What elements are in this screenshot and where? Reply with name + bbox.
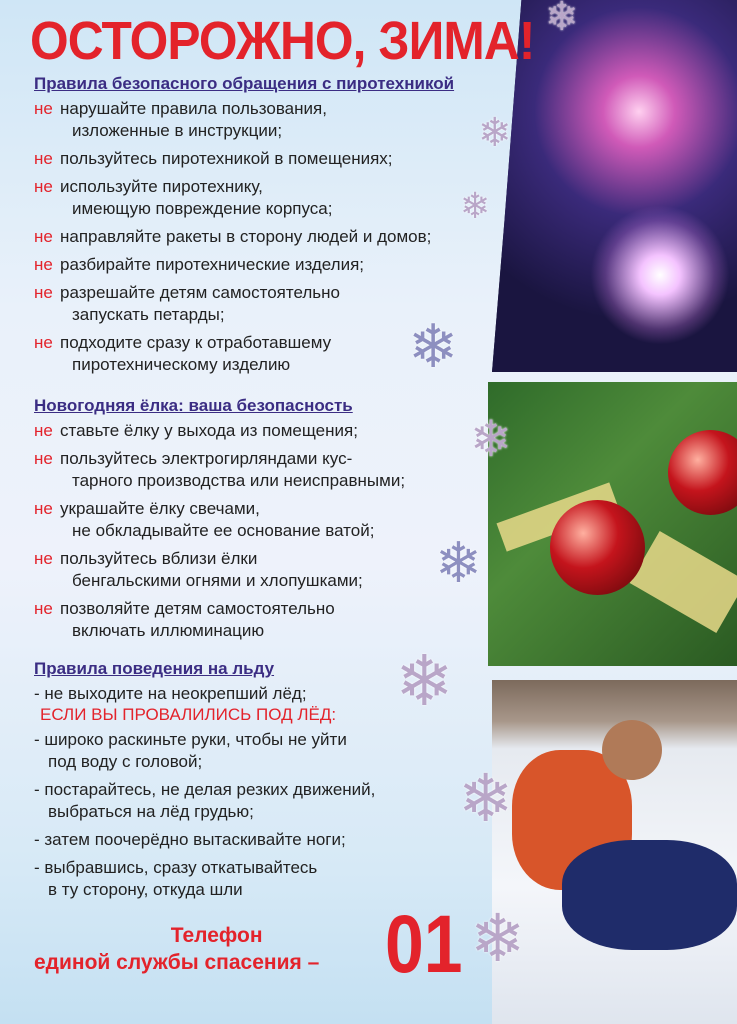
list-item [34,176,504,220]
item-line: в ту сторону, откуда шли [48,880,243,899]
item-line: используйте пиротехнику, [60,177,263,196]
prefix-ne: не [34,421,53,440]
section-heading: Правила безопасного обращения с пиротехникой [34,74,455,93]
item-line: направляйте ракеты в сторону людей и домов; [60,227,432,246]
item-line: пользуйтесь электрогирляндами кус- [60,449,353,468]
prefix-ne: не [34,149,53,168]
item-line: запускать петарды; [72,305,225,324]
phone-line2: единой службы спасения – [34,951,320,974]
snowflake-icon: ❄ [470,411,512,467]
snowflake-icon: ❄ [545,0,579,39]
snowflake-icon: ❄ [460,185,491,226]
item-line: не обкладывайте ее основание ватой; [72,521,375,540]
ice-rescue-photo [492,680,737,1024]
list-item [34,498,504,542]
prefix-ne: не [34,177,53,196]
item-line: позволяйте детям самостоятельно [60,599,335,618]
pyrotechnics-section [34,74,504,382]
item-line: выбраться на лёд грудью; [48,802,254,821]
item-line: разрешайте детям самостоятельно [60,283,340,302]
snowflake-icon: ❄ [478,111,512,155]
item-line: пользуйтесь вблизи ёлки [60,549,258,568]
list-item [34,226,504,248]
warning-heading: ЕСЛИ ВЫ ПРОВАЛИЛИСЬ ПОД ЛЁД: [40,705,337,724]
snowflake-icon: ❄ [435,531,482,594]
list-item [34,98,504,142]
item-line: нарушайте правила пользования, [60,99,327,118]
ice-section [34,659,504,907]
tree-section [34,396,504,648]
list-item [34,254,504,276]
emergency-number: 01 [385,899,463,990]
item-line: разбирайте пиротехнические изделия; [60,255,365,274]
prefix-ne: не [34,599,53,618]
snowflake-icon: ❄ [470,901,526,975]
phone-line1: Телефон [170,924,263,947]
snowflake-icon: ❄ [395,642,454,720]
item-line: пользуйтесь пиротехникой в помещениях; [60,149,393,168]
list-item [34,729,504,773]
prefix-ne: не [34,549,53,568]
prefix-ne: не [34,499,53,518]
list-item [34,548,504,592]
section-heading: Новогодняя ёлка: ваша безопасность [34,396,353,415]
list-item [34,332,504,376]
prefix-ne: не [34,449,53,468]
snowflake-icon: ❄ [408,313,459,380]
item-line: включать иллюминацию [72,621,265,640]
item-line: подходите сразу к отработавшему [60,333,332,352]
prefix-ne: не [34,333,53,352]
prefix-ne: не [34,99,53,118]
list-item [34,857,504,901]
item-line: - затем поочерёдно вытаскивайте ноги; [34,830,346,849]
list-item [34,779,504,823]
list-item [34,282,504,326]
item-line: имеющую повреждение корпуса; [72,199,333,218]
poster-title: ОСТОРОЖНО, ЗИМА! [30,11,535,71]
section-heading: Правила поведения на льду [34,659,275,678]
prefix-ne: не [34,227,53,246]
item-line: изложенные в инструкции; [72,121,283,140]
item-line: - широко раскиньте руки, чтобы не уйти [34,730,347,749]
list-item: - не выходите на неокрепший лёд; [34,684,307,703]
snowflake-icon: ❄ [458,761,514,835]
phone-label [34,922,319,976]
item-line: - выбравшись, сразу откатывайтесь [34,858,318,877]
item-line: пиротехническому изделию [72,355,291,374]
item-line: бенгальскими огнями и хлопушками; [72,571,363,590]
item-line: под воду с головой; [48,752,203,771]
prefix-ne: не [34,255,53,274]
list-item [34,448,504,492]
item-line: ставьте ёлку у выхода из помещения; [60,421,358,440]
list-item [34,598,504,642]
list-item [34,148,504,170]
item-line: украшайте ёлку свечами, [60,499,260,518]
item-line: - постарайтесь, не делая резких движений, [34,780,376,799]
item-line: тарного производства или неисправными; [72,471,406,490]
list-item [34,420,504,442]
list-item [34,829,504,851]
prefix-ne: не [34,283,53,302]
christmas-tree-photo [488,382,737,666]
